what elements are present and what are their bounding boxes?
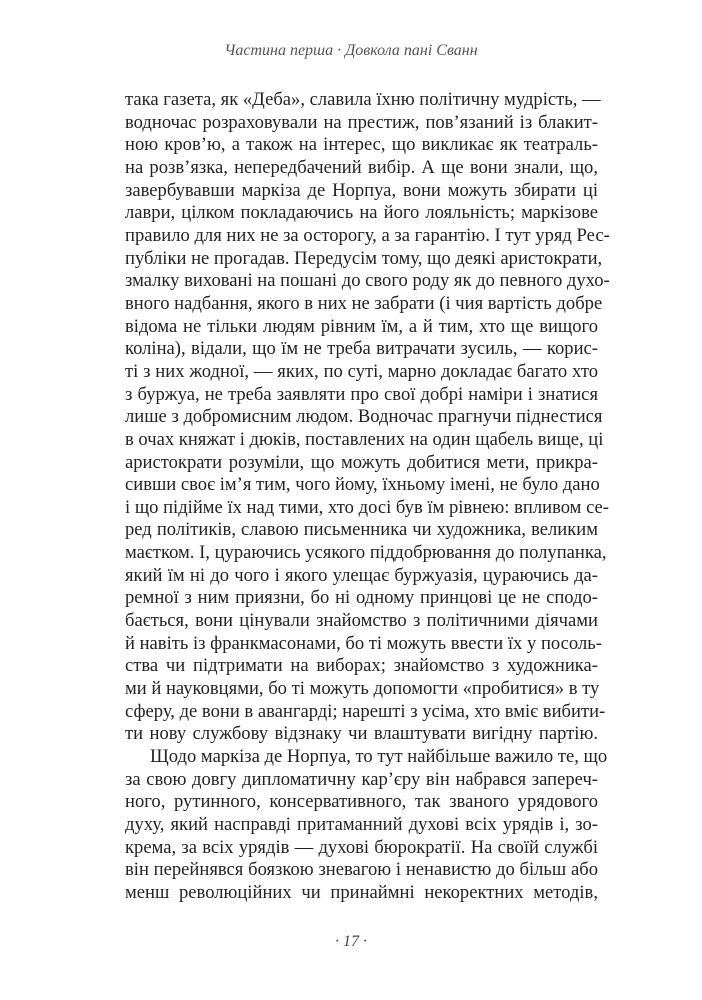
text-line: ти нову службову відзнаку чи влаштувати вигідну партію. <box>125 723 598 745</box>
body-text <box>125 89 610 905</box>
text-line: така газета, як «Деба», славила їхню політичну мудрість, — <box>125 89 601 110</box>
text-line: ного, рутинного, консервативного, так званого урядового <box>125 791 598 813</box>
text-line: сивши своє ім’я тим, чого йому, їхньому імені, не було дано <box>125 474 600 496</box>
text-line: бається, вони цінували знайомство з політичними діячами <box>125 610 598 632</box>
text-line: ною кров’ю, а також на інтерес, що викликає як театраль- <box>125 134 598 156</box>
text-line: маєтком. І, цураючись усякого піддобрювання до полупанка, <box>125 542 607 564</box>
text-line: менш революційних чи принаймні некоректних методів, <box>125 881 598 903</box>
running-header: Частина перша · Довкола пані Сванн <box>224 42 478 59</box>
text-line: аристократи розуміли, що можуть добитися мети, прикра- <box>125 451 598 473</box>
text-line: змалку виховані на пошані до свого роду як до певного духо- <box>125 270 610 292</box>
text-line: в очах княжат і дюків, поставлених на один щабель вище, ці <box>125 428 604 450</box>
text-line: ремної з ним приязни, бо ні одному принцові це не сподо- <box>125 587 598 609</box>
text-line: за свою довгу дипломатичну кар’єру він набрався запереч- <box>125 768 598 790</box>
text-line: й навіть із франкмасонами, бо ті можуть ввести їх у посоль- <box>125 632 602 654</box>
text-line: ства чи підтримати на виборах; знайомство з художника- <box>125 655 598 677</box>
text-line: коліна), відали, що їм не треба витрачати зусиль, — корис- <box>125 338 598 360</box>
text-line: лише з добромисним людом. Водночас прагнучи піднестися <box>125 406 603 428</box>
text-line: він перейнявся боязкою зневагою і ненавистю до більш або <box>125 859 598 881</box>
text-line: лаври, цілком покладаючись на його лояльність; маркізове <box>125 202 598 224</box>
text-line: на розв’язка, непередбачений вибір. А ще вони знали, що, <box>125 156 598 178</box>
text-line: духу, який насправді притаманний духові всіх урядів і, зо- <box>125 814 598 835</box>
text-line: крема, за всіх урядів — духові бюрократії. На своїй службі <box>125 836 598 858</box>
text-line: публіки не прогадав. Передусім тому, що деякі аристократи, <box>125 247 603 269</box>
text-line: вного надбання, якого в них не забрати (і чия вартість добре <box>125 292 603 314</box>
text-line: водночас розраховували на престиж, пов’язаний із блакит- <box>125 111 598 133</box>
text-line: який їм ні до чого і якого улещає буржуазія, цураючись да- <box>125 564 598 586</box>
text-line: ред політиків, славою письменника чи художника, великим <box>125 519 598 541</box>
text-line: відома не тільки людям рівним їм, а й тим, хто ще вищого <box>125 315 598 337</box>
text-line: з буржуа, не треба заявляти про свої добрі наміри і знатися <box>125 383 598 405</box>
text-line: ми й науковцями, бо ті можуть допомогти «пробитися» в ту <box>125 678 600 700</box>
text-line: сферу, де вони в авангарді; нарешті з усіма, хто вміє вибити- <box>125 700 606 722</box>
text-line: завербувавши маркіза де Норпуа, вони можуть збирати ці <box>125 179 598 201</box>
text-line: ті з них жодної, — яких, по суті, марно докладає багато хто <box>125 360 598 382</box>
page-number: · 17 · <box>335 933 367 950</box>
text-line: Щодо маркіза де Норпуа, то тут найбільше важило те, що <box>150 746 608 768</box>
text-line: правило для них не за осторогу, а за гарантію. І тут уряд Рес- <box>125 224 610 246</box>
text-line: і що підійме їх над тими, хто досі був їм рівнею: впливом се- <box>125 496 609 518</box>
